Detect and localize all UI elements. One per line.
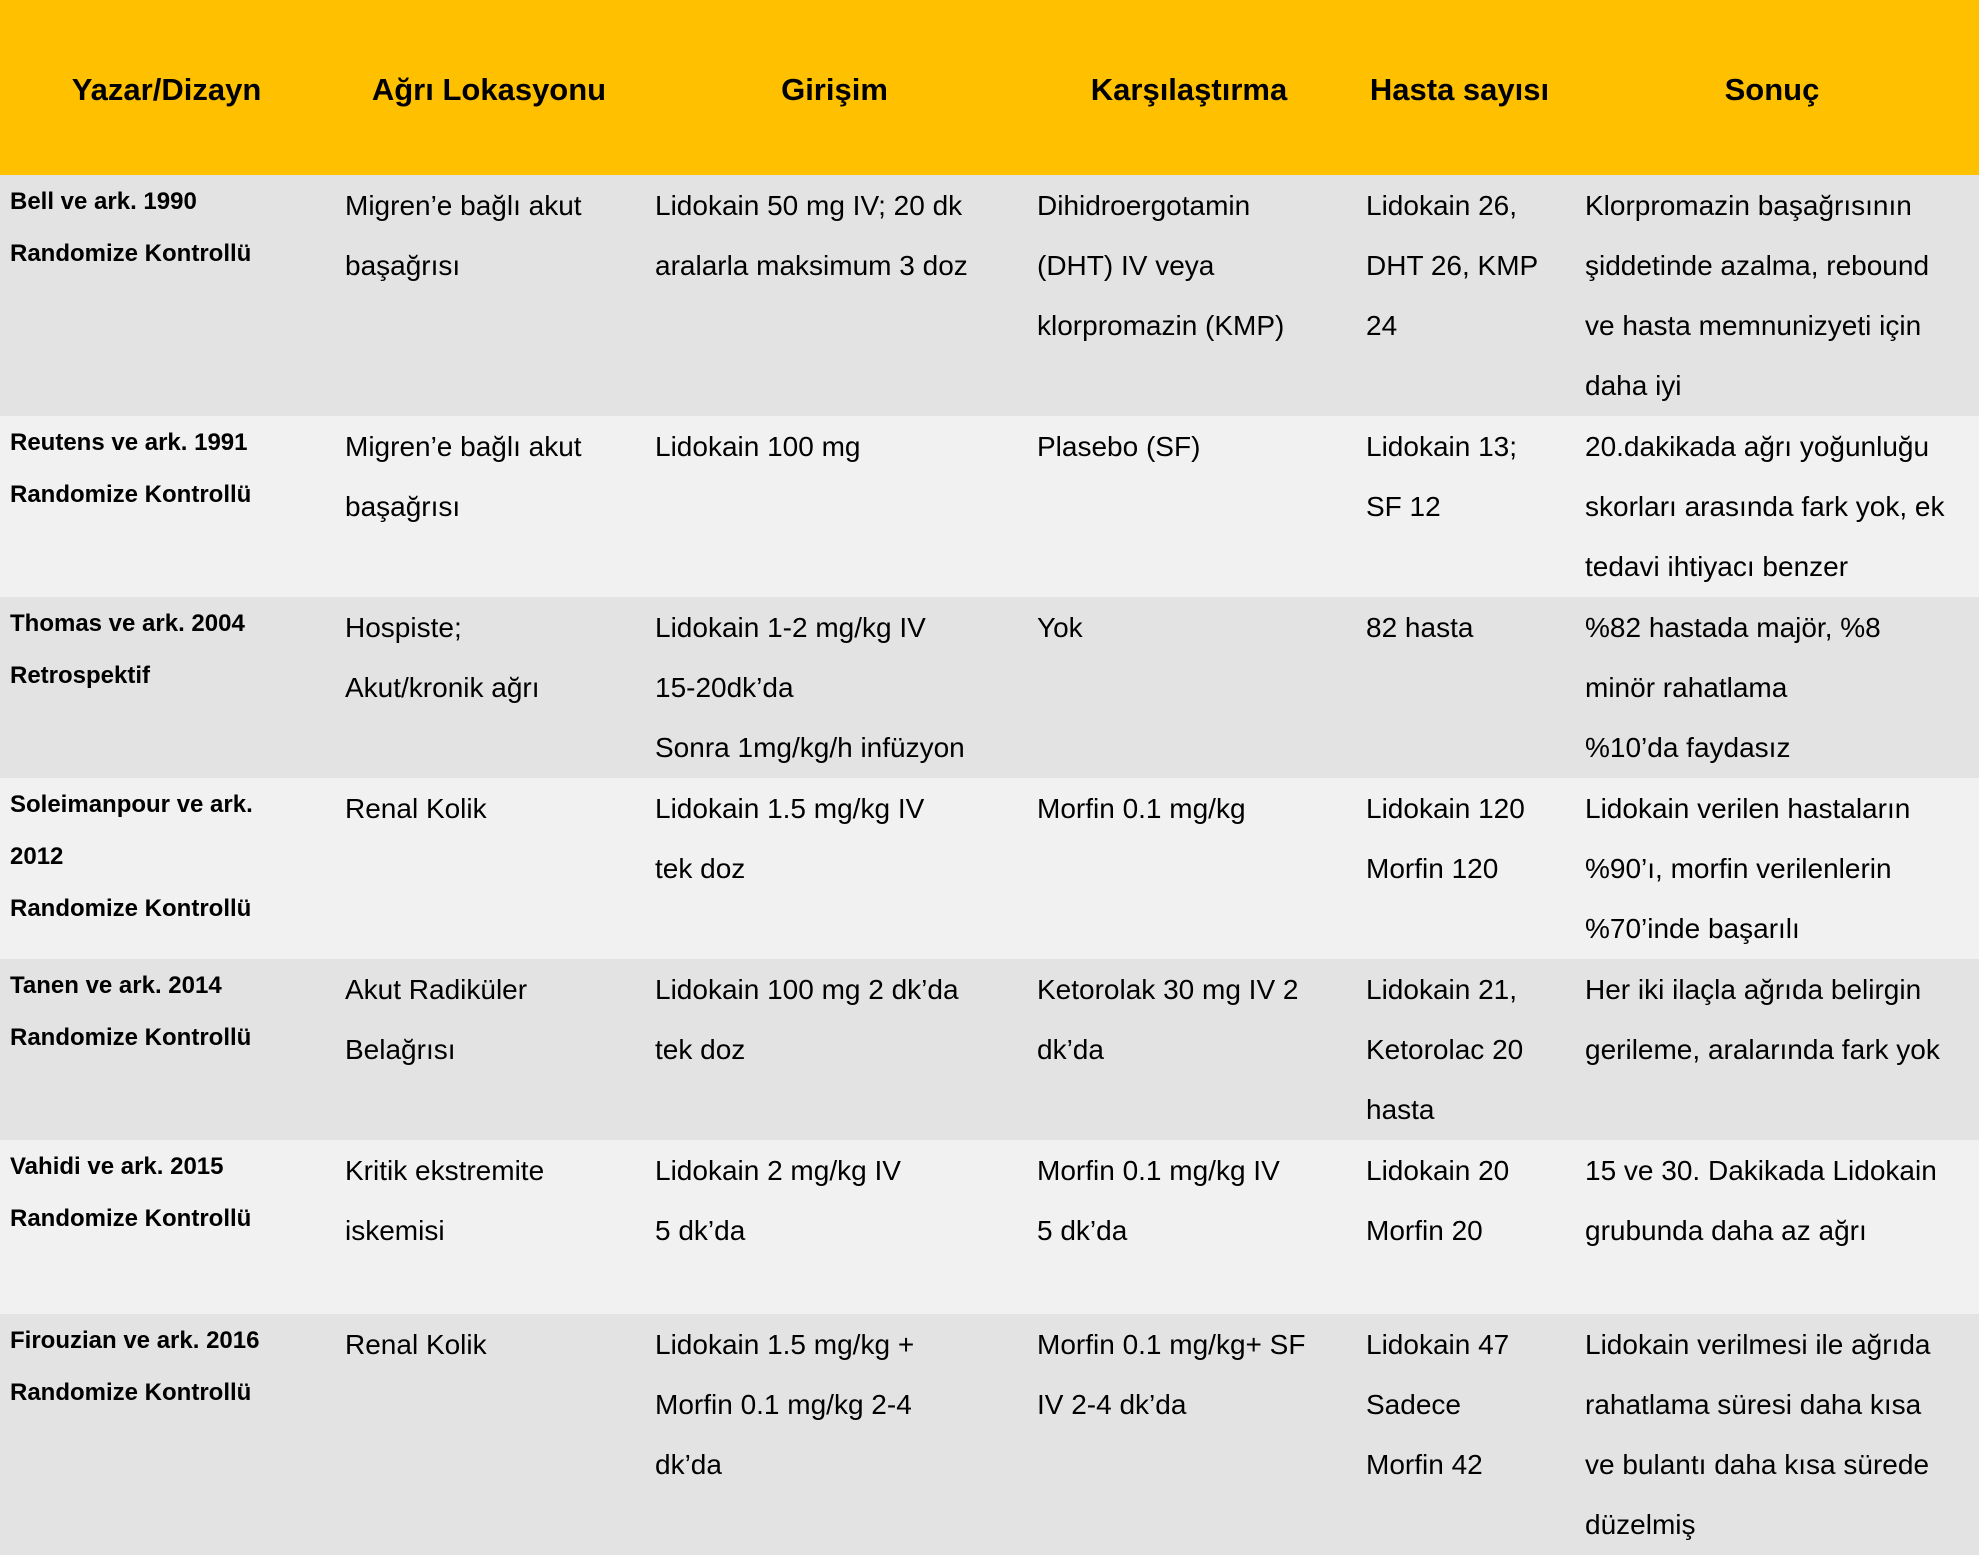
patients-line: DHT 26, KMP [1366, 250, 1539, 281]
table-row [0, 597, 1979, 778]
author-line: 2012 [10, 843, 64, 870]
intervention-line: Lidokain 2 mg/kg IV [655, 1155, 901, 1186]
table-header [0, 0, 1979, 175]
patients-line: hasta [1366, 1094, 1435, 1125]
patients-line: Lidokain 26, [1366, 190, 1518, 221]
result-line: 15 ve 30. Dakikada Lidokain [1585, 1155, 1937, 1186]
result-cell [1565, 175, 1979, 416]
comparison-line: dk’da [1037, 1034, 1104, 1065]
result-cell [1565, 597, 1979, 778]
patients-line: Ketorolac 20 [1366, 1034, 1524, 1065]
intervention-line: 15-20dk’da [655, 672, 794, 703]
result-line: 20.dakikada ağrı yoğunluğu [1585, 431, 1930, 462]
result-line: gerileme, aralarında fark yok [1585, 1034, 1940, 1065]
author-line: Firouzian ve ark. 2016 [10, 1327, 260, 1354]
comparison-line: (DHT) IV veya [1037, 250, 1215, 281]
comparison-cell [1024, 1140, 1354, 1314]
result-line: %82 hastada majör, %8 [1585, 612, 1881, 643]
table-row [0, 1314, 1979, 1555]
comparison-line: Morfin 0.1 mg/kg IV [1037, 1155, 1280, 1186]
location-cell [333, 175, 645, 416]
patients-cell [1354, 959, 1565, 1140]
patients-line: Lidokain 20 [1366, 1155, 1510, 1186]
comparison-line: Morfin 0.1 mg/kg [1037, 793, 1246, 824]
result-line: grubunda daha az ağrı [1585, 1215, 1867, 1246]
intervention-line: Sonra 1mg/kg/h infüzyon [655, 732, 965, 763]
author-line: Reutens ve ark. 1991 [10, 429, 248, 456]
header-comparison-label: Karşılaştırma [1090, 71, 1288, 107]
location-line: iskemisi [345, 1215, 445, 1246]
comparison-line: Plasebo (SF) [1037, 431, 1201, 462]
author-line: Randomize Kontrollü [10, 240, 252, 267]
patients-line: Lidokain 13; [1366, 431, 1518, 462]
comparison-cell [1024, 597, 1354, 778]
patients-line: SF 12 [1366, 491, 1441, 522]
result-line: Her iki ilaçla ağrıda belirgin [1585, 974, 1922, 1005]
location-cell [333, 416, 645, 597]
header-result [1565, 0, 1979, 175]
result-line: skorları arasında fark yok, ek [1585, 491, 1945, 522]
intervention-line: tek doz [655, 853, 746, 884]
result-cell [1565, 778, 1979, 959]
author-line: Randomize Kontrollü [10, 1205, 252, 1232]
header-comparison [1024, 0, 1354, 175]
table-row [0, 416, 1979, 597]
location-line: başağrısı [345, 491, 461, 522]
result-cell [1565, 959, 1979, 1140]
result-line: daha iyi [1585, 370, 1682, 401]
result-line: %10’da faydasız [1585, 732, 1791, 763]
comparison-line: Yok [1037, 612, 1083, 643]
author-line: Randomize Kontrollü [10, 895, 252, 922]
location-cell [333, 778, 645, 959]
table-body [0, 175, 1979, 1555]
location-line: Kritik ekstremite [345, 1155, 545, 1186]
comparison-line: 5 dk’da [1037, 1215, 1128, 1246]
intervention-cell [645, 1314, 1024, 1555]
table-row [0, 959, 1979, 1140]
patients-line: Morfin 42 [1366, 1449, 1483, 1480]
header-location [333, 0, 645, 175]
header-intervention [645, 0, 1024, 175]
header-intervention-label: Girişim [781, 71, 888, 107]
result-line: Lidokain verilmesi ile ağrıda [1585, 1329, 1931, 1360]
patients-line: Sadece [1366, 1389, 1461, 1420]
patients-cell [1354, 1140, 1565, 1314]
table-row [0, 778, 1979, 959]
intervention-line: Lidokain 50 mg IV; 20 dk [655, 190, 963, 221]
patients-cell [1354, 1314, 1565, 1555]
comparison-line: Ketorolak 30 mg IV 2 [1037, 974, 1299, 1005]
author-cell [0, 959, 333, 1140]
intervention-line: 5 dk’da [655, 1215, 746, 1246]
header-location-label: Ağrı Lokasyonu [371, 71, 607, 107]
author-line: Randomize Kontrollü [10, 481, 252, 508]
author-cell [0, 416, 333, 597]
location-line: Belağrısı [345, 1034, 456, 1065]
intervention-line: Lidokain 1-2 mg/kg IV [655, 612, 926, 643]
location-line: Migren’e bağlı akut [345, 190, 582, 221]
location-cell [333, 959, 645, 1140]
intervention-cell [645, 416, 1024, 597]
comparison-cell [1024, 416, 1354, 597]
header-result-label: Sonuç [1724, 71, 1820, 107]
author-line: Soleimanpour ve ark. [10, 791, 253, 818]
result-line: ve bulantı daha kısa sürede [1585, 1449, 1930, 1480]
patients-line: Lidokain 47 [1366, 1329, 1510, 1360]
result-line: rahatlama süresi daha kısa [1585, 1389, 1922, 1420]
comparison-line: klorpromazin (KMP) [1037, 310, 1285, 341]
comparison-cell [1024, 1314, 1354, 1555]
author-line: Vahidi ve ark. 2015 [10, 1153, 224, 1180]
result-line: Lidokain verilen hastaların [1585, 793, 1911, 824]
result-line: ve hasta memnunizyeti için [1585, 310, 1922, 341]
result-line: Klorpromazin başağrısının [1585, 190, 1912, 221]
result-line: şiddetinde azalma, rebound [1585, 250, 1930, 281]
author-line: Bell ve ark. 1990 [10, 188, 197, 215]
comparison-line: Morfin 0.1 mg/kg+ SF [1037, 1329, 1306, 1360]
header-row [0, 0, 1979, 175]
header-author [0, 0, 333, 175]
location-line: Renal Kolik [345, 1329, 487, 1360]
result-line: %70’inde başarılı [1585, 913, 1800, 944]
location-line: başağrısı [345, 250, 461, 281]
header-author-label: Yazar/Dizayn [71, 71, 262, 107]
comparison-cell [1024, 778, 1354, 959]
result-line: minör rahatlama [1585, 672, 1788, 703]
result-line: düzelmiş [1585, 1509, 1696, 1540]
author-line: Randomize Kontrollü [10, 1379, 252, 1406]
location-cell [333, 597, 645, 778]
location-cell [333, 1140, 645, 1314]
location-line: Hospiste; [345, 612, 462, 643]
patients-line: 24 [1366, 310, 1398, 341]
patients-line: Morfin 20 [1366, 1215, 1483, 1246]
intervention-line: Morfin 0.1 mg/kg 2-4 [655, 1389, 912, 1420]
location-line: Akut Radiküler [345, 974, 528, 1005]
table-row [0, 1140, 1979, 1314]
patients-cell [1354, 175, 1565, 416]
intervention-line: tek doz [655, 1034, 746, 1065]
author-line: Thomas ve ark. 2004 [10, 610, 245, 637]
result-cell [1565, 1314, 1979, 1555]
location-line: Akut/kronik ağrı [345, 672, 540, 703]
intervention-line: dk’da [655, 1449, 722, 1480]
patients-line: Lidokain 120 [1366, 793, 1525, 824]
intervention-cell [645, 1140, 1024, 1314]
header-patients-label: Hasta sayısı [1369, 71, 1550, 107]
patients-line: 82 hasta [1366, 612, 1474, 643]
patients-cell [1354, 416, 1565, 597]
location-line: Renal Kolik [345, 793, 487, 824]
intervention-line: Lidokain 100 mg 2 dk’da [655, 974, 959, 1005]
comparison-cell [1024, 175, 1354, 416]
author-cell [0, 1140, 333, 1314]
intervention-line: aralarla maksimum 3 doz [655, 250, 968, 281]
intervention-line: Lidokain 1.5 mg/kg IV [655, 793, 925, 824]
author-cell [0, 778, 333, 959]
location-cell [333, 1314, 645, 1555]
patients-line: Lidokain 21, [1366, 974, 1518, 1005]
comparison-line: IV 2-4 dk’da [1037, 1389, 1187, 1420]
intervention-cell [645, 597, 1024, 778]
intervention-cell [645, 959, 1024, 1140]
intervention-line: Lidokain 1.5 mg/kg + [655, 1329, 915, 1360]
author-cell [0, 175, 333, 416]
author-line: Retrospektif [10, 662, 151, 689]
author-line: Randomize Kontrollü [10, 1024, 252, 1051]
comparison-cell [1024, 959, 1354, 1140]
location-line: Migren’e bağlı akut [345, 431, 582, 462]
header-patients [1354, 0, 1565, 175]
author-cell [0, 597, 333, 778]
intervention-line: Lidokain 100 mg [655, 431, 861, 462]
result-cell [1565, 1140, 1979, 1314]
author-line: Tanen ve ark. 2014 [10, 972, 222, 999]
author-cell [0, 1314, 333, 1555]
table-row [0, 175, 1979, 416]
patients-line: Morfin 120 [1366, 853, 1499, 884]
result-line: tedavi ihtiyacı benzer [1585, 551, 1849, 582]
comparison-line: Dihidroergotamin [1037, 190, 1251, 221]
patients-cell [1354, 597, 1565, 778]
patients-cell [1354, 778, 1565, 959]
result-cell [1565, 416, 1979, 597]
result-line: %90’ı, morfin verilenlerin [1585, 853, 1892, 884]
intervention-cell [645, 778, 1024, 959]
intervention-cell [645, 175, 1024, 416]
